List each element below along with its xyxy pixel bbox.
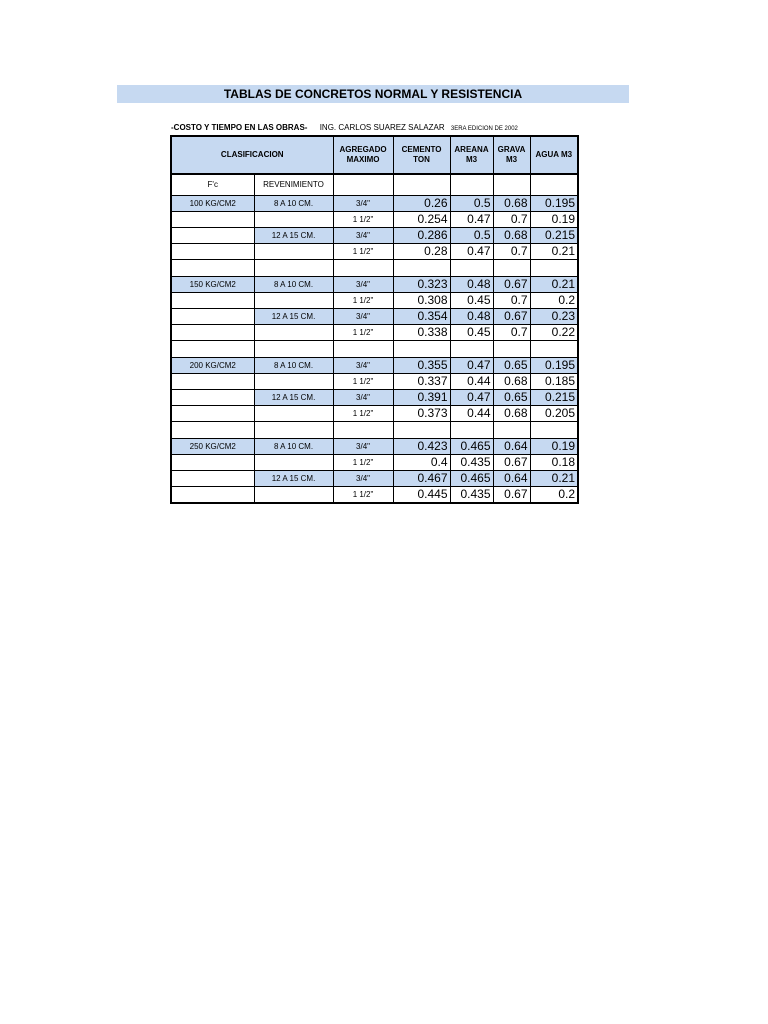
agua-cell: 0.2 xyxy=(530,487,578,504)
empty-cell xyxy=(333,260,393,277)
agua-cell: 0.23 xyxy=(530,309,578,325)
subtitle-source: -COSTO Y TIEMPO EN LAS OBRAS- xyxy=(171,123,308,132)
header-agua: AGUA M3 xyxy=(530,136,578,174)
cemento-cell: 0.308 xyxy=(393,293,450,309)
grava-cell: 0.68 xyxy=(493,406,530,422)
agregado-cell: 3/4" xyxy=(333,277,393,293)
fc-cell xyxy=(171,244,254,260)
arena-cell: 0.47 xyxy=(450,244,493,260)
fc-cell xyxy=(171,212,254,228)
subtitle-author: ING. CARLOS SUAREZ SALAZAR xyxy=(319,123,445,132)
agua-cell: 0.19 xyxy=(530,439,578,455)
grava-cell: 0.65 xyxy=(493,390,530,406)
arena-cell: 0.45 xyxy=(450,325,493,341)
agua-cell: 0.19 xyxy=(530,212,578,228)
cemento-cell: 0.467 xyxy=(393,471,450,487)
empty-cell xyxy=(393,341,450,358)
empty-cell xyxy=(393,260,450,277)
header-grava: GRAVA M3 xyxy=(493,136,530,174)
table-row xyxy=(171,212,578,228)
cemento-cell: 0.355 xyxy=(393,358,450,374)
table-header-row xyxy=(171,136,578,174)
fc-cell xyxy=(171,406,254,422)
agregado-cell: 3/4" xyxy=(333,390,393,406)
fc-cell xyxy=(171,325,254,341)
cemento-cell: 0.28 xyxy=(393,244,450,260)
concrete-table xyxy=(170,135,579,504)
cemento-cell: 0.286 xyxy=(393,228,450,244)
agua-cell: 0.21 xyxy=(530,471,578,487)
grava-cell: 0.64 xyxy=(493,439,530,455)
revenimiento-cell xyxy=(254,455,333,471)
empty-cell xyxy=(530,422,578,439)
grava-cell: 0.7 xyxy=(493,325,530,341)
grava-cell: 0.68 xyxy=(493,374,530,390)
subtitle-edition: 3ERA EDICION DE 2002 xyxy=(450,126,518,132)
table-row xyxy=(171,358,578,374)
fc-cell xyxy=(171,487,254,504)
agregado-cell: 1 1/2" xyxy=(333,293,393,309)
agregado-cell: 3/4" xyxy=(333,358,393,374)
agregado-cell: 1 1/2" xyxy=(333,406,393,422)
empty-cell xyxy=(530,260,578,277)
fc-cell: 150 KG/CM2 xyxy=(171,277,254,293)
table-row xyxy=(171,228,578,244)
cemento-cell: 0.4 xyxy=(393,455,450,471)
spacer-row xyxy=(171,341,578,358)
revenimiento-cell xyxy=(254,244,333,260)
revenimiento-cell xyxy=(254,212,333,228)
agua-cell: 0.22 xyxy=(530,325,578,341)
table-row xyxy=(171,325,578,341)
arena-cell: 0.5 xyxy=(450,228,493,244)
grava-cell: 0.67 xyxy=(493,455,530,471)
fc-cell xyxy=(171,390,254,406)
empty-cell xyxy=(171,422,254,439)
table-row xyxy=(171,244,578,260)
fc-cell xyxy=(171,293,254,309)
revenimiento-cell xyxy=(254,374,333,390)
table-row xyxy=(171,439,578,455)
table-row xyxy=(171,455,578,471)
agua-cell: 0.185 xyxy=(530,374,578,390)
grava-cell: 0.65 xyxy=(493,358,530,374)
spacer-row xyxy=(171,422,578,439)
arena-cell: 0.465 xyxy=(450,439,493,455)
grava-cell: 0.68 xyxy=(493,228,530,244)
agregado-cell: 3/4" xyxy=(333,196,393,212)
table-row xyxy=(171,309,578,325)
cemento-cell: 0.373 xyxy=(393,406,450,422)
empty-cell xyxy=(493,260,530,277)
empty-cell xyxy=(393,422,450,439)
cemento-cell: 0.391 xyxy=(393,390,450,406)
cemento-cell: 0.337 xyxy=(393,374,450,390)
arena-cell: 0.45 xyxy=(450,293,493,309)
agregado-cell: 1 1/2" xyxy=(333,212,393,228)
cemento-cell: 0.26 xyxy=(393,196,450,212)
grava-cell: 0.7 xyxy=(493,293,530,309)
revenimiento-cell xyxy=(254,487,333,504)
arena-cell: 0.47 xyxy=(450,358,493,374)
empty-cell xyxy=(333,341,393,358)
subheader-fc: F'c xyxy=(171,174,254,196)
arena-cell: 0.44 xyxy=(450,374,493,390)
grava-cell: 0.67 xyxy=(493,277,530,293)
empty-cell xyxy=(254,341,333,358)
table-subheader-row xyxy=(171,174,578,196)
cemento-cell: 0.423 xyxy=(393,439,450,455)
agregado-cell: 3/4" xyxy=(333,228,393,244)
subheader-revenimiento: REVENIMIENTO xyxy=(254,174,333,196)
agua-cell: 0.21 xyxy=(530,277,578,293)
fc-cell: 250 KG/CM2 xyxy=(171,439,254,455)
arena-cell: 0.48 xyxy=(450,309,493,325)
agua-cell: 0.21 xyxy=(530,244,578,260)
empty-cell xyxy=(450,260,493,277)
table-row xyxy=(171,390,578,406)
empty-cell xyxy=(171,341,254,358)
arena-cell: 0.47 xyxy=(450,212,493,228)
empty-cell xyxy=(450,174,493,196)
agua-cell: 0.18 xyxy=(530,455,578,471)
table-row xyxy=(171,374,578,390)
grava-cell: 0.7 xyxy=(493,212,530,228)
agua-cell: 0.215 xyxy=(530,228,578,244)
arena-cell: 0.48 xyxy=(450,277,493,293)
revenimiento-cell xyxy=(254,293,333,309)
revenimiento-cell: 12 A 15 CM. xyxy=(254,309,333,325)
empty-cell xyxy=(333,174,393,196)
arena-cell: 0.44 xyxy=(450,406,493,422)
subtitle xyxy=(171,123,591,133)
agregado-cell: 3/4" xyxy=(333,309,393,325)
fc-cell xyxy=(171,374,254,390)
cemento-cell: 0.445 xyxy=(393,487,450,504)
arena-cell: 0.5 xyxy=(450,196,493,212)
agregado-cell: 1 1/2" xyxy=(333,325,393,341)
agregado-cell: 1 1/2" xyxy=(333,455,393,471)
cemento-cell: 0.354 xyxy=(393,309,450,325)
agregado-cell: 1 1/2" xyxy=(333,487,393,504)
grava-cell: 0.67 xyxy=(493,487,530,504)
page-title: TABLAS DE CONCRETOS NORMAL Y RESISTENCIA xyxy=(117,85,629,103)
empty-cell xyxy=(493,174,530,196)
revenimiento-cell: 12 A 15 CM. xyxy=(254,471,333,487)
revenimiento-cell: 8 A 10 CM. xyxy=(254,277,333,293)
grava-cell: 0.64 xyxy=(493,471,530,487)
header-cemento: CEMENTO TON xyxy=(393,136,450,174)
empty-cell xyxy=(254,260,333,277)
grava-cell: 0.7 xyxy=(493,244,530,260)
empty-cell xyxy=(171,260,254,277)
arena-cell: 0.435 xyxy=(450,455,493,471)
table-row xyxy=(171,487,578,504)
empty-cell xyxy=(493,422,530,439)
arena-cell: 0.465 xyxy=(450,471,493,487)
agregado-cell: 1 1/2" xyxy=(333,374,393,390)
empty-cell xyxy=(493,341,530,358)
agua-cell: 0.195 xyxy=(530,196,578,212)
grava-cell: 0.68 xyxy=(493,196,530,212)
revenimiento-cell: 8 A 10 CM. xyxy=(254,358,333,374)
table-row xyxy=(171,277,578,293)
revenimiento-cell xyxy=(254,325,333,341)
empty-cell xyxy=(393,174,450,196)
cemento-cell: 0.338 xyxy=(393,325,450,341)
agregado-cell: 1 1/2" xyxy=(333,244,393,260)
fc-cell: 100 KG/CM2 xyxy=(171,196,254,212)
revenimiento-cell: 12 A 15 CM. xyxy=(254,390,333,406)
header-agregado: AGREGADO MAXIMO xyxy=(333,136,393,174)
agua-cell: 0.215 xyxy=(530,390,578,406)
grava-cell: 0.67 xyxy=(493,309,530,325)
empty-cell xyxy=(530,341,578,358)
empty-cell xyxy=(450,341,493,358)
header-arena: AREANA M3 xyxy=(450,136,493,174)
empty-cell xyxy=(450,422,493,439)
header-clasificacion: CLASIFICACION xyxy=(171,136,333,174)
arena-cell: 0.435 xyxy=(450,487,493,504)
arena-cell: 0.47 xyxy=(450,390,493,406)
agregado-cell: 3/4" xyxy=(333,439,393,455)
revenimiento-cell: 12 A 15 CM. xyxy=(254,228,333,244)
fc-cell xyxy=(171,309,254,325)
fc-cell: 200 KG/CM2 xyxy=(171,358,254,374)
table-row xyxy=(171,406,578,422)
cemento-cell: 0.254 xyxy=(393,212,450,228)
cemento-cell: 0.323 xyxy=(393,277,450,293)
fc-cell xyxy=(171,455,254,471)
agua-cell: 0.205 xyxy=(530,406,578,422)
table-row xyxy=(171,196,578,212)
agua-cell: 0.195 xyxy=(530,358,578,374)
table-row xyxy=(171,293,578,309)
spacer-row xyxy=(171,260,578,277)
agua-cell: 0.2 xyxy=(530,293,578,309)
agregado-cell: 3/4" xyxy=(333,471,393,487)
fc-cell xyxy=(171,228,254,244)
revenimiento-cell xyxy=(254,406,333,422)
revenimiento-cell: 8 A 10 CM. xyxy=(254,196,333,212)
table-row xyxy=(171,471,578,487)
empty-cell xyxy=(254,422,333,439)
empty-cell xyxy=(530,174,578,196)
empty-cell xyxy=(333,422,393,439)
revenimiento-cell: 8 A 10 CM. xyxy=(254,439,333,455)
fc-cell xyxy=(171,471,254,487)
